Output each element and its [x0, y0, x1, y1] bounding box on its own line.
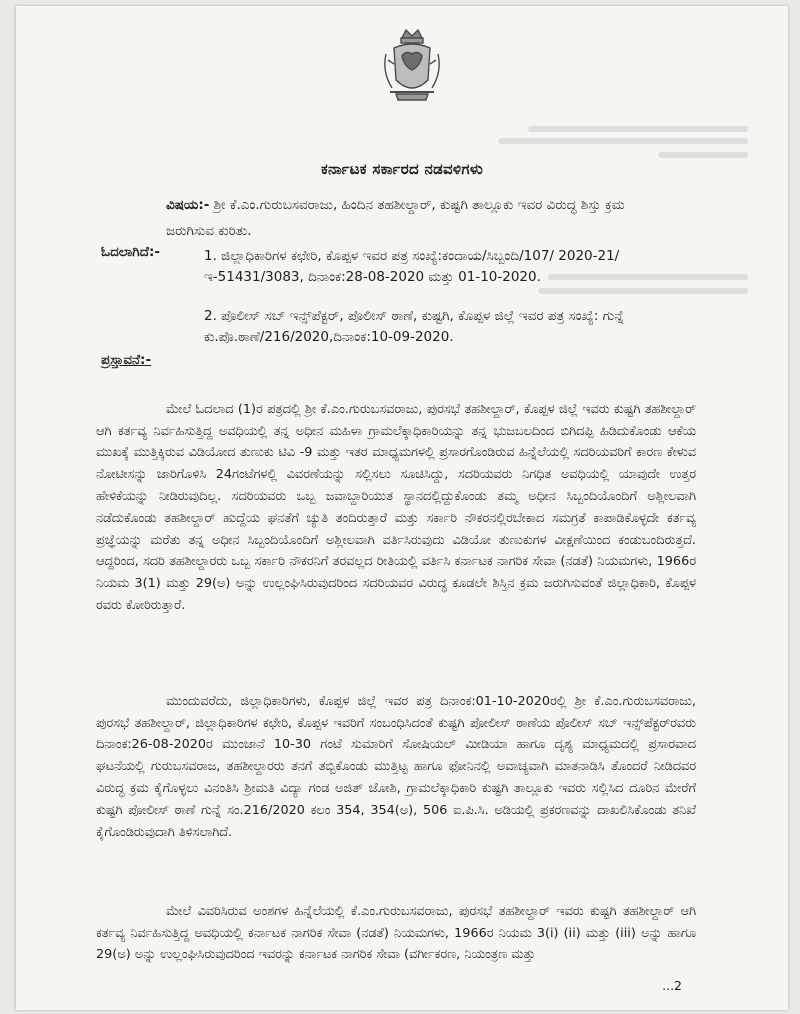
- document-page: [16, 6, 788, 1010]
- page-continuation: ...2: [662, 978, 682, 993]
- references-label: ಓದಲಾಗಿದೆ:-: [101, 244, 160, 260]
- preamble-label: ಪ್ರಸ್ತಾವನೆ:-: [101, 352, 152, 368]
- subject-text: ಶ್ರೀ ಕೆ.ಎಂ.ಗುರುಬಸವರಾಜು, ಹಿಂದಿನ ತಹಶೀಲ್ದಾರ್, ಕುಷ್ಟಗಿ ತಾಲ್ಲೂಕು ಇವರ ವಿರುದ್ಧ ಶಿಸ್ತು ಕ್ರಮ ಜರುಗಿಸುವ ಕುರಿತು.: [166, 197, 625, 239]
- karnataka-emblem-icon: [376, 20, 448, 124]
- subject-label: ವಿಷಯ:-: [166, 197, 210, 213]
- subject-line: [166, 192, 666, 244]
- reference-item-1: 1. ಜಿಲ್ಲಾಧಿಕಾರಿಗಳ ಕಛೇರಿ, ಕೊಪ್ಪಳ ಇವರ ಪತ್ರ ಸಂಖ್ಯೆ:ಕಂದಾಯ/ಸಿಬ್ಬಂದಿ/107/ 2020-21/ಇ-51431/3083, ದಿನಾಂಕ:28-08-2020 ಮತ್ತು 01-10-2020.: [204, 248, 620, 285]
- body-paragraph-3: ಮೇಲೆ ವಿವರಿಸಿರುವ ಅಂಶಗಳ ಹಿನ್ನೆಲೆಯಲ್ಲಿ ಕೆ.ಎಂ.ಗುರುಬಸವರಾಜು, ಪುರಸಭೆ ತಹಶೀಲ್ದಾರ್ ಇವರು ಕುಷ್ಟಗಿ ತಹಶೀಲ್ದಾರ್ ಆಗಿ ಕರ್ತವ್ಯ ನಿರ್ವಹಿಸುತ್ತಿದ್ದ ಅವಧಿಯಲ್ಲಿ ಕರ್ನಾಟಕ ನಾಗರಿಕ ಸೇವಾ (ನಡತೆ) ನಿಯಮಗಳು, 1966ರ ನಿಯಮ 3(i) (ii) ಮತ್ತು (iii) ಅನ್ನು ಹಾಗೂ 29(ಅ) ಅನ್ನು ಉಲ್ಲಂಘಿಸಿರುವುದರಿಂದ ಇವರನ್ನು ಕರ್ನಾಟಕ ನಾಗರಿಕ ಸೇವಾ (ವರ್ಗೀಕರಣ, ನಿಯಂತ್ರಣ ಮತ್ತು: [96, 903, 696, 963]
- body-paragraph-2: ಮುಂದುವರೆದು, ಜಿಲ್ಲಾಧಿಕಾರಿಗಳು, ಕೊಪ್ಪಳ ಜಿಲ್ಲೆ ಇವರ ಪತ್ರ ದಿನಾಂಕ:01-10-2020ರಲ್ಲಿ ಶ್ರೀ ಕೆ.ಎಂ.ಗುರುಬಸವರಾಜು, ಪುರಸಭೆ ತಹಶೀಲ್ದಾರ್, ಜಿಲ್ಲಾಧಿಕಾರಿಗಳ ಕಛೇರಿ, ಕೊಪ್ಪಳ ಇವರಿಗೆ ಸಂಬಂಧಿಸಿದಂತೆ ಕುಷ್ಟಗಿ ಪೋಲೀಸ್ ಠಾಣೆಯ ಪೊಲೀಸ್ ಸಬ್ ಇನ್ಸ್‌ಪೆಕ್ಟರ್‌ರವರು ದಿನಾಂಕ:26-08-2020ರ ಮುಂಜಾನೆ 10-30 ಗಂಟೆ ಸುಮಾರಿಗೆ ಸೋಷಿಯಲ್ ಮೀಡಿಯಾ ಹಾಗೂ ದೃಶ್ಯ ಮಾಧ್ಯಮದಲ್ಲಿ ಪ್ರಸಾರವಾದ ಘಟನೆಯಲ್ಲಿ ಗುರುಬಸವರಾಜ, ತಹಶೀಲ್ದಾರರು ತನಗೆ ತಬ್ಬಿಕೊಂಡು ಮುತ್ತಿಟ್ಟ ಹಾಗೂ ಫೋನಿನಲ್ಲಿ ಅವಾಚ್ಯವಾಗಿ ಮಾತನಾಡಿಸಿ ತೊಂದರೆ ನೀಡಿದವರ ವಿರುದ್ಧ ಕ್ರಮ ಕೈಗೊಳ್ಳಲು ವಿನಂತಿಸಿ ಶ್ರೀಮತಿ ವಿದ್ಯಾ ಗಂಡ ಅಜಿತ್ ಜೋಶಿ, ಗ್ರಾಮಲೆಕ್ಕಾಧಿಕಾರಿ ಕುಷ್ಟಗಿ ತಾಲ್ಲೂಕು ಇವರು ಸಲ್ಲಿಸಿದ ದೂರಿನ ಮೇರೆಗೆ ಕುಷ್ಟಗಿ ಪೋಲೀಸ್ ಠಾಣೆ ಗುನ್ನೆ ಸಂ.216/2020 ಕಲಂ 354, 354(ಅ), 506 ಐ.ಪಿ.ಸಿ. ಅಡಿಯಲ್ಲಿ ಪ್ರಕರಣವನ್ನು ದಾಖಲಿಸಿಕೊಂಡು ತನಿಖೆ ಕೈಗೊಂಡಿರುವುದಾಗಿ ತಿಳಿಸಲಾಗಿದೆ.: [96, 693, 697, 840]
- reference-item-2: 2. ಪೊಲೀಸ್ ಸಬ್ ಇನ್ಸ್‌ಪೆಕ್ಟರ್, ಪೊಲೀಸ್ ಠಾಣೆ, ಕುಷ್ಟಗಿ, ಕೊಪ್ಪಳ ಜಿಲ್ಲೆ ಇವರ ಪತ್ರ ಸಂಖ್ಯೆ: ಗುನ್ನೆ ಕು.ಪೊ.ಠಾಣೆ/216/2020,ದಿನಾಂಕ:10-09-2020.: [204, 308, 625, 345]
- body-paragraph-1: ಮೇಲೆ ಓದಲಾದ (1)ರ ಪತ್ರದಲ್ಲಿ ಶ್ರೀ ಕೆ.ಎಂ.ಗುರುಬಸವರಾಜು, ಪುರಸಭೆ ತಹಶೀಲ್ದಾರ್, ಕೊಪ್ಪಳ ಜಿಲ್ಲೆ ಇವರು ಕುಷ್ಟಗಿ ತಹಶೀಲ್ದಾರ್ ಆಗಿ ಕರ್ತವ್ಯ ನಿರ್ವಹಿಸುತ್ತಿದ್ದ ಅವಧಿಯಲ್ಲಿ ತನ್ನ ಅಧೀನ ಮಹಿಳಾ ಗ್ರಾಮಲೆಕ್ಕಾಧಿಕಾರಿಯನ್ನು ತನ್ನ ಭುಜಬಲದಿಂದ ಬಿಗಿದಪ್ಪಿ ಹಿಡಿದುಕೊಂಡು ಆಕೆಯ ಮುಖಕ್ಕೆ ಮುತ್ತಿಕ್ಕಿರುವ ವಿಡಿಯೋದ ತುಣುಕು ಟಿವಿ -9 ಮತ್ತು ಇತರ ಮಾಧ್ಯಮಗಳಲ್ಲಿ ಪ್ರಸಾರಗೊಂಡಿರುವ ಹಿನ್ನೆಲೆಯಲ್ಲಿ ಸದರಿಯವರಿಗೆ ಕಾರಣ ಕೇಳುವ ನೋಟೀಸನ್ನು ಜಾರಿಗೊಳಿಸಿ 24ಗಂಟೆಗಳಲ್ಲಿ ವಿವರಣೆಯನ್ನು ಸಲ್ಲಿಸಲು ಸೂಚಿಸಿದ್ದು, ಸದರಿಯವರು ನಿಗಧಿತ ಅವಧಿಯಲ್ಲಿ ಯಾವುದೇ ಉತ್ತರ ಹೇಳಿಕೆಯನ್ನು ನೀಡಿರುವುದಿಲ್ಲ. ಸದರಿಯವರು ಒಬ್ಬ ಜವಾಬ್ದಾರಿಯುತ ಸ್ಥಾನದಲ್ಲಿದ್ದುಕೊಂಡು ತಮ್ಮ ಅಧೀನ ಸಿಬ್ಬಂದಿಯೊಂದಿಗೆ ಅಶ್ಲೀಲವಾಗಿ ನಡೆದುಕೊಂಡು ತಹಶೀಲ್ದಾರ್ ಹುದ್ದೆಯ ಘನತೆಗೆ ಚ್ಯುತಿ ತಂದಿರುತ್ತಾರೆ ಮತ್ತು ಸರ್ಕಾರಿ ನೌಕರನಲ್ಲಿರಬೇಕಾದ ಸಮಗ್ರತೆ ಕಾಪಾಡಿಕೊಳ್ಳದೇ ಕರ್ತವ್ಯ ಪ್ರಜ್ಞೆಯನ್ನು ಮರೆತು ತನ್ನ ಅಧೀನ ಸಿಬ್ಬಂದಿಯೊಂದಿಗೆ ಅಶ್ಲೀಲವಾಗಿ ವರ್ತಿಸಿರುವುದು ವಿಡಿಯೋ ತುಣುಕುಗಳ ವೀಕ್ಷಣೆಯಿಂದ ಕಂಡುಬಂದಿರುತ್ತದೆ. ಆದ್ದರಿಂದ, ಸದರಿ ತಹಶೀಲ್ದಾರರು ಒಬ್ಬ ಸರ್ಕಾರಿ ನೌಕರನಿಗೆ ತರವಲ್ಲದ ರೀತಿಯಲ್ಲಿ ವರ್ತಿಸಿ ಕರ್ನಾಟಕ ನಾಗರಿಕ ಸೇವಾ (ನಡತೆ) ನಿಯಮಗಳು, 1966ರ ನಿಯಮ 3(1) ಮತ್ತು 29(ಅ) ಅನ್ನು ಉಲ್ಲಂಘಿಸಿರುವುದರಿಂದ ಸದರಿಯವರ ವಿರುದ್ಧ ಕೂಡಲೇ ಶಿಸ್ತಿನ ಕ್ರಮ ಜರುಗಿಸುವಂತೆ ಜಿಲ್ಲಾಧಿಕಾರಿ, ಕೊಪ್ಪಳ ರವರು ಕೋರಿರುತ್ತಾರೆ.: [96, 401, 697, 613]
- document-heading: ಕರ್ನಾಟಕ ಸರ್ಕಾರದ ನಡವಳಿಗಳು: [320, 160, 484, 178]
